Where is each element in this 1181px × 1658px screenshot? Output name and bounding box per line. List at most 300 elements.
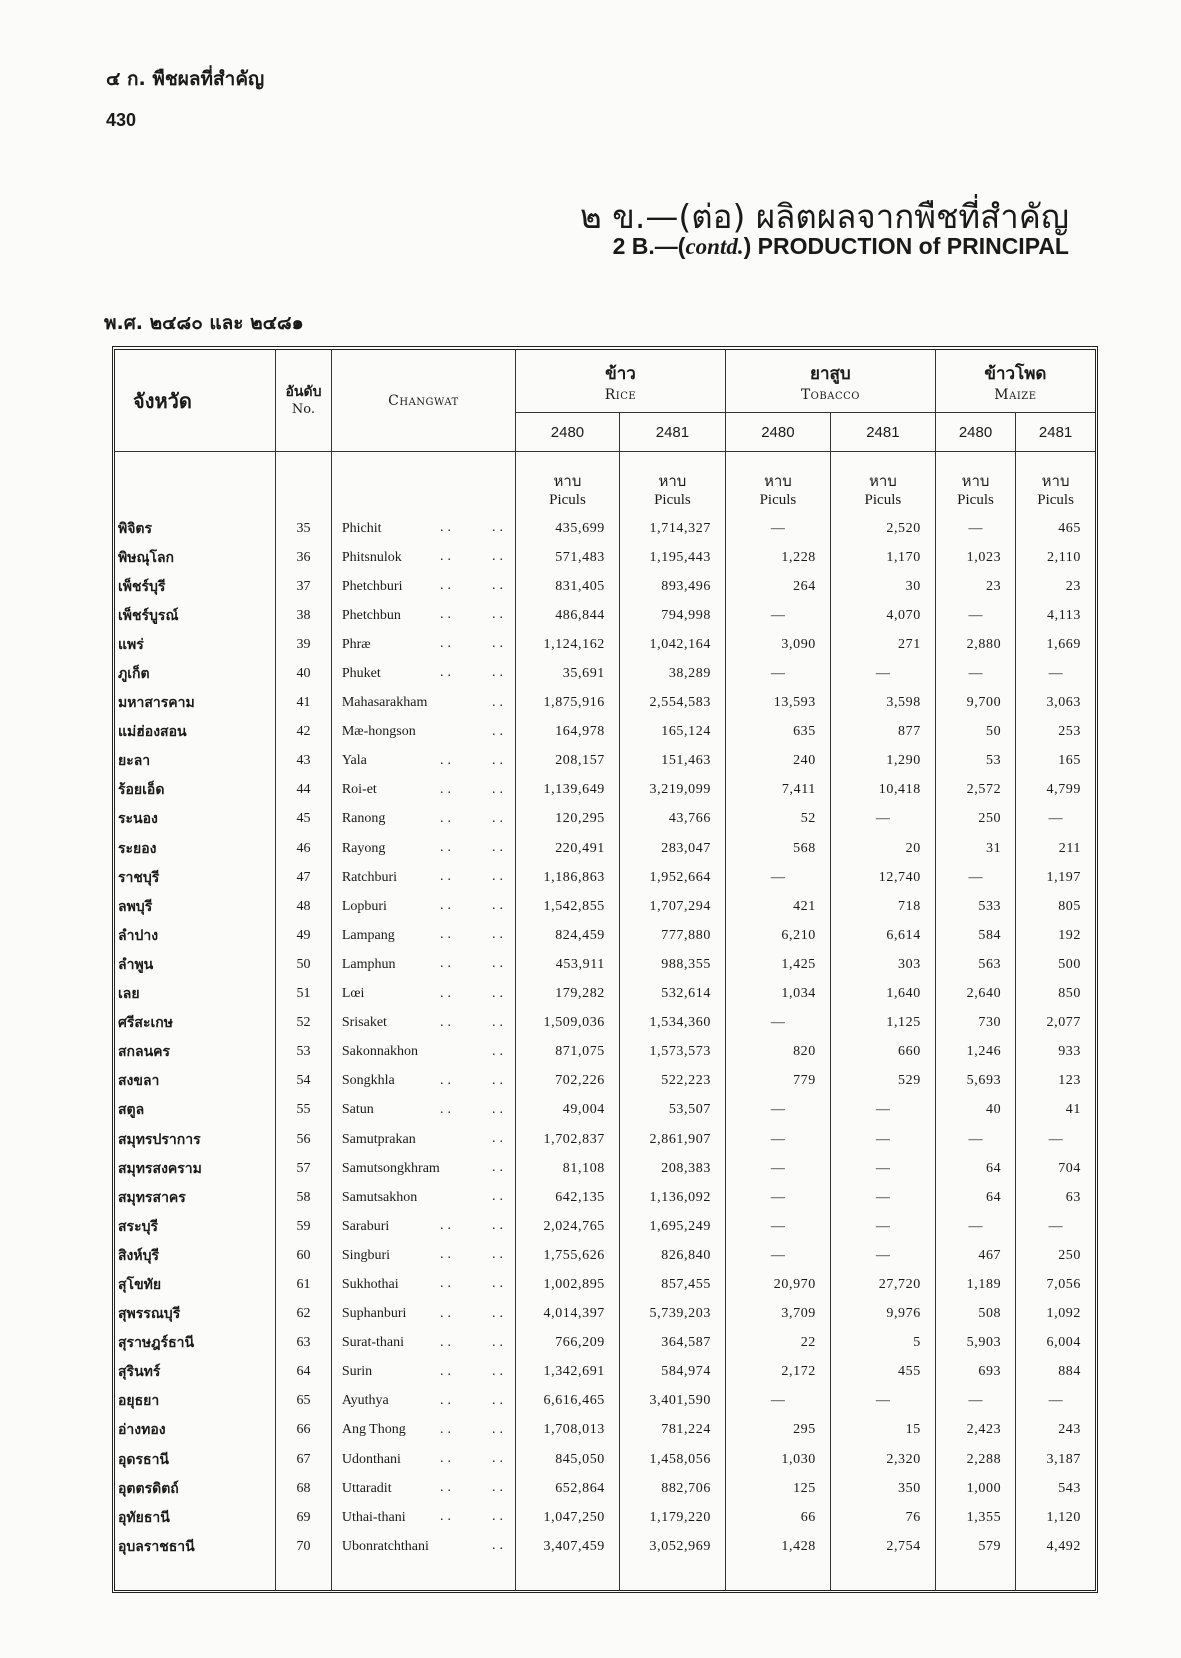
leader-dots: .. xyxy=(440,781,456,797)
leader-dots: .. xyxy=(440,578,456,594)
leader-dots: .. xyxy=(440,1101,456,1117)
changwat-thai-cell: ระนอง xyxy=(118,812,158,828)
value-cell: — xyxy=(725,1387,830,1416)
value-cell: 15 xyxy=(830,1416,935,1445)
value-cell: 31 xyxy=(935,834,1015,863)
changwat-cell xyxy=(331,1416,515,1445)
value-cell: 2,861,907 xyxy=(619,1125,725,1154)
value-cell: 53 xyxy=(935,747,1015,776)
changwat-name: Udonthani xyxy=(341,1451,401,1467)
value-cell: 1,125 xyxy=(830,1009,935,1038)
value-cell: — xyxy=(830,805,935,834)
rank-cell: 51 xyxy=(276,980,332,1009)
rank-cell: 69 xyxy=(276,1503,332,1532)
table-row xyxy=(115,630,1095,659)
value-cell: 3,052,969 xyxy=(619,1532,725,1561)
value-cell: 660 xyxy=(830,1038,935,1067)
value-cell: 3,063 xyxy=(1016,689,1095,718)
value-cell: 2,172 xyxy=(725,1358,830,1387)
leader-dots: .. xyxy=(492,1509,508,1525)
changwat-name: Phichit xyxy=(341,520,382,536)
rank-cell: 59 xyxy=(276,1212,332,1241)
changwat-thai-cell: สมุทรปราการ xyxy=(118,1132,201,1148)
value-cell: 857,455 xyxy=(619,1270,725,1299)
table-row xyxy=(115,659,1095,688)
changwat-name: Suphanburi xyxy=(341,1306,407,1322)
value-cell: — xyxy=(935,514,1015,543)
rank-cell: 40 xyxy=(276,659,332,688)
changwat-cell xyxy=(331,659,515,688)
leader-dots: .. xyxy=(492,1392,508,1408)
unit-thai: หาบ xyxy=(868,472,897,490)
value-cell: 12,740 xyxy=(830,863,935,892)
changwat-cell xyxy=(331,1183,515,1212)
value-cell: — xyxy=(830,1241,935,1270)
value-cell: 43,766 xyxy=(619,805,725,834)
value-cell: 1,707,294 xyxy=(619,892,725,921)
changwat-thai-cell: สุพรรณบุรี xyxy=(118,1307,181,1323)
table-title-thai: ๒ ข.—(ต่อ) ผลิตผลจากพืชที่สำคัญ xyxy=(580,197,1069,236)
value-cell: 2,288 xyxy=(935,1445,1015,1474)
value-cell: 22 xyxy=(725,1329,830,1358)
leader-dots: .. xyxy=(440,898,456,914)
value-cell: 421 xyxy=(725,892,830,921)
changwat-name: Saraburi xyxy=(341,1218,390,1234)
table-row xyxy=(115,1416,1095,1445)
value-cell: 1,186,863 xyxy=(516,863,620,892)
value-cell: — xyxy=(830,1212,935,1241)
leader-dots: .. xyxy=(492,607,508,623)
value-cell: 453,911 xyxy=(516,950,620,979)
header-year: 2481 xyxy=(830,413,935,452)
changwat-thai-cell: อุดรธานี xyxy=(118,1452,169,1468)
rank-cell: 53 xyxy=(276,1038,332,1067)
value-cell: 164,978 xyxy=(516,718,620,747)
leader-dots: .. xyxy=(440,520,456,535)
changwat-cell xyxy=(331,630,515,659)
changwat-cell xyxy=(331,1038,515,1067)
value-cell: 529 xyxy=(830,1067,935,1096)
changwat-thai-cell: ลำปาง xyxy=(118,928,159,944)
rank-cell: 46 xyxy=(276,834,332,863)
changwat-name: Mahasarakham xyxy=(341,695,428,711)
value-cell: — xyxy=(1016,1125,1095,1154)
changwat-name: Satun xyxy=(341,1102,374,1118)
leader-dots: .. xyxy=(440,1218,456,1234)
table-row xyxy=(115,980,1095,1009)
table-row xyxy=(115,572,1095,601)
value-cell: 988,355 xyxy=(619,950,725,979)
unit-cell xyxy=(935,452,1015,515)
header-year: 2480 xyxy=(725,413,830,452)
value-cell: 522,223 xyxy=(619,1067,725,1096)
changwat-cell xyxy=(331,776,515,805)
value-cell: 27,720 xyxy=(830,1270,935,1299)
leader-dots: .. xyxy=(440,1363,456,1379)
rank-cell: 55 xyxy=(276,1096,332,1125)
value-cell: 1,640 xyxy=(830,980,935,1009)
value-cell: 2,520 xyxy=(830,514,935,543)
value-cell: 364,587 xyxy=(619,1329,725,1358)
value-cell: 571,483 xyxy=(516,543,620,572)
changwat-thai-cell: อุทัยธานี xyxy=(118,1510,170,1526)
value-cell: 63 xyxy=(1016,1183,1095,1212)
value-cell: 933 xyxy=(1016,1038,1095,1067)
table-row xyxy=(115,1474,1095,1503)
leader-dots: .. xyxy=(440,549,456,565)
rank-cell: 54 xyxy=(276,1067,332,1096)
leader-dots: .. xyxy=(492,1014,508,1030)
value-cell: 1,092 xyxy=(1016,1300,1095,1329)
rank-cell: 57 xyxy=(276,1154,332,1183)
value-cell: 1,030 xyxy=(725,1445,830,1474)
changwat-cell xyxy=(331,543,515,572)
table-row xyxy=(115,1009,1095,1038)
spacer-cell xyxy=(276,1561,332,1590)
value-cell: 66 xyxy=(725,1503,830,1532)
value-cell: 208,383 xyxy=(619,1154,725,1183)
changwat-name: Lampang xyxy=(341,927,395,943)
unit-thai: หาบ xyxy=(1041,472,1070,490)
value-cell: 1,124,162 xyxy=(516,630,620,659)
value-cell: 4,070 xyxy=(830,601,935,630)
value-cell: 20,970 xyxy=(725,1270,830,1299)
header-no-en: No. xyxy=(291,401,316,417)
value-cell: 584,974 xyxy=(619,1358,725,1387)
changwat-cell xyxy=(331,950,515,979)
leader-dots: .. xyxy=(440,985,456,1001)
changwat-name: Lamphun xyxy=(341,956,396,972)
value-cell: 465 xyxy=(1016,514,1095,543)
value-cell: 2,423 xyxy=(935,1416,1015,1445)
leader-dots: .. xyxy=(440,636,456,652)
changwat-cell xyxy=(331,805,515,834)
changwat-thai-cell: อ่างทอง xyxy=(118,1423,166,1439)
value-cell: 350 xyxy=(830,1474,935,1503)
value-cell: 208,157 xyxy=(516,747,620,776)
rank-cell: 58 xyxy=(276,1183,332,1212)
table-row xyxy=(115,718,1095,747)
changwat-name: Surin xyxy=(341,1364,373,1380)
changwat-name: Samutprakan xyxy=(341,1131,416,1147)
value-cell: — xyxy=(725,601,830,630)
value-cell: 2,024,765 xyxy=(516,1212,620,1241)
changwat-thai-cell: ระยอง xyxy=(118,841,157,857)
changwat-thai-cell: ราชบุรี xyxy=(118,870,160,886)
leader-dots: .. xyxy=(440,1421,456,1437)
value-cell: 7,411 xyxy=(725,776,830,805)
rank-cell: 44 xyxy=(276,776,332,805)
table-row xyxy=(115,863,1095,892)
changwat-name: Phitsnulok xyxy=(341,549,402,565)
value-cell: 1,023 xyxy=(935,543,1015,572)
leader-dots: .. xyxy=(440,1334,456,1350)
changwat-cell xyxy=(331,1067,515,1096)
value-cell: — xyxy=(830,659,935,688)
value-cell: — xyxy=(1016,805,1095,834)
unit-cell xyxy=(619,452,725,515)
value-cell: 2,880 xyxy=(935,630,1015,659)
changwat-name: Uttaradit xyxy=(341,1480,392,1496)
value-cell: 882,706 xyxy=(619,1474,725,1503)
value-cell: 779 xyxy=(725,1067,830,1096)
leader-dots: .. xyxy=(492,1276,508,1292)
changwat-thai-cell: พิจิตร xyxy=(118,521,153,537)
unit-en: Piculs xyxy=(654,492,691,508)
changwat-cell xyxy=(331,601,515,630)
unit-cell xyxy=(516,452,620,515)
units-blank xyxy=(331,452,515,515)
changwat-name: Mæ-hongson xyxy=(341,724,416,740)
value-cell: 1,120 xyxy=(1016,1503,1095,1532)
header-tobacco xyxy=(725,350,935,413)
value-cell: — xyxy=(725,1096,830,1125)
table-row xyxy=(115,601,1095,630)
header-tobacco-thai: ยาสูบ xyxy=(810,363,851,384)
changwat-thai-cell: สุรินทร์ xyxy=(118,1365,161,1381)
rank-cell: 70 xyxy=(276,1532,332,1561)
changwat-name: Phuket xyxy=(341,666,381,682)
value-cell: 1,170 xyxy=(830,543,935,572)
table-row xyxy=(115,543,1095,572)
value-cell: 151,463 xyxy=(619,747,725,776)
value-cell: 243 xyxy=(1016,1416,1095,1445)
value-cell: 271 xyxy=(830,630,935,659)
value-cell: 253 xyxy=(1016,718,1095,747)
value-cell: 3,090 xyxy=(725,630,830,659)
value-cell: 884 xyxy=(1016,1358,1095,1387)
table-row xyxy=(115,776,1095,805)
value-cell: 455 xyxy=(830,1358,935,1387)
units-blank xyxy=(276,452,332,515)
value-cell: 1,047,250 xyxy=(516,1503,620,1532)
changwat-thai-cell: เลย xyxy=(118,987,140,1003)
leader-dots: .. xyxy=(492,810,508,826)
value-cell: 5,693 xyxy=(935,1067,1015,1096)
value-cell: 1,197 xyxy=(1016,863,1095,892)
value-cell: 81,108 xyxy=(516,1154,620,1183)
rank-cell: 41 xyxy=(276,689,332,718)
value-cell: 5,739,203 xyxy=(619,1300,725,1329)
value-cell: 250 xyxy=(935,805,1015,834)
rank-cell: 63 xyxy=(276,1329,332,1358)
table-row xyxy=(115,1445,1095,1474)
unit-cell xyxy=(1016,452,1095,515)
value-cell: 120,295 xyxy=(516,805,620,834)
value-cell: 871,075 xyxy=(516,1038,620,1067)
changwat-thai-cell: สระบุรี xyxy=(118,1219,158,1235)
rank-cell: 49 xyxy=(276,921,332,950)
value-cell: — xyxy=(935,601,1015,630)
table-row xyxy=(115,1067,1095,1096)
value-cell: — xyxy=(725,1183,830,1212)
value-cell: 500 xyxy=(1016,950,1095,979)
table-row xyxy=(115,514,1095,543)
value-cell: 3,709 xyxy=(725,1300,830,1329)
value-cell: 693 xyxy=(935,1358,1015,1387)
changwat-thai-cell: อุตตรดิตถ์ xyxy=(118,1481,179,1497)
changwat-cell xyxy=(331,1212,515,1241)
value-cell: 2,110 xyxy=(1016,543,1095,572)
leader-dots: .. xyxy=(440,607,456,623)
value-cell: 1,189 xyxy=(935,1270,1015,1299)
leader-dots: .. xyxy=(440,956,456,972)
spacer-cell xyxy=(830,1561,935,1590)
changwat-cell xyxy=(331,689,515,718)
value-cell: 642,135 xyxy=(516,1183,620,1212)
unit-en: Piculs xyxy=(759,492,797,508)
rank-cell: 65 xyxy=(276,1387,332,1416)
changwat-name: Roi-et xyxy=(341,782,377,798)
value-cell: 652,864 xyxy=(516,1474,620,1503)
value-cell: 9,700 xyxy=(935,689,1015,718)
changwat-thai-cell: สุโขทัย xyxy=(118,1277,162,1293)
table-row xyxy=(115,1532,1095,1561)
changwat-thai-cell: พิษณุโลก xyxy=(118,550,175,566)
value-cell: 568 xyxy=(725,834,830,863)
value-cell: — xyxy=(725,1009,830,1038)
leader-dots: .. xyxy=(492,985,508,1001)
value-cell: 49,004 xyxy=(516,1096,620,1125)
value-cell: 1,458,056 xyxy=(619,1445,725,1474)
table-row xyxy=(115,805,1095,834)
value-cell: 40 xyxy=(935,1096,1015,1125)
value-cell: 6,004 xyxy=(1016,1329,1095,1358)
changwat-thai-cell: สงขลา xyxy=(118,1074,160,1090)
value-cell: 781,224 xyxy=(619,1416,725,1445)
leader-dots: .. xyxy=(492,1538,508,1554)
value-cell: 824,459 xyxy=(516,921,620,950)
changwat-cell xyxy=(331,1532,515,1561)
leader-dots: .. xyxy=(492,1189,508,1205)
value-cell: 702,226 xyxy=(516,1067,620,1096)
header-year: 2480 xyxy=(935,413,1015,452)
value-cell: 64 xyxy=(935,1154,1015,1183)
value-cell: 805 xyxy=(1016,892,1095,921)
value-cell: 23 xyxy=(935,572,1015,601)
value-cell: — xyxy=(830,1096,935,1125)
leader-dots: .. xyxy=(492,636,508,652)
rank-cell: 36 xyxy=(276,543,332,572)
changwat-name: Ranong xyxy=(341,811,386,827)
leader-dots: .. xyxy=(492,1160,508,1176)
value-cell: 123 xyxy=(1016,1067,1095,1096)
leader-dots: .. xyxy=(492,1305,508,1321)
value-cell: 1,708,013 xyxy=(516,1416,620,1445)
rank-cell: 68 xyxy=(276,1474,332,1503)
value-cell: 486,844 xyxy=(516,601,620,630)
changwat-thai-cell: สมุทรสาคร xyxy=(118,1190,186,1206)
value-cell: 1,669 xyxy=(1016,630,1095,659)
leader-dots: .. xyxy=(492,752,508,768)
value-cell: 579 xyxy=(935,1532,1015,1561)
rank-cell: 56 xyxy=(276,1125,332,1154)
changwat-cell xyxy=(331,892,515,921)
changwat-thai-cell: ลำพูน xyxy=(118,957,154,973)
value-cell: 777,880 xyxy=(619,921,725,950)
value-cell: 125 xyxy=(725,1474,830,1503)
value-cell: 30 xyxy=(830,572,935,601)
value-cell: 1,228 xyxy=(725,543,830,572)
value-cell: 1,355 xyxy=(935,1503,1015,1532)
leader-dots: .. xyxy=(492,927,508,943)
header-maize-thai: ข้าวโพด xyxy=(984,363,1047,384)
changwat-name: Ang Thong xyxy=(341,1422,406,1438)
spacer-cell xyxy=(1016,1561,1095,1590)
changwat-thai-cell: ภูเก็ต xyxy=(118,667,150,683)
leader-dots: .. xyxy=(492,1480,508,1496)
leader-dots: .. xyxy=(440,869,456,885)
changwat-cell xyxy=(331,1358,515,1387)
running-head: ๔ ก. พืชผลที่สำคัญ xyxy=(106,68,265,90)
changwat-thai-cell: ยะลา xyxy=(118,754,151,770)
rank-cell: 38 xyxy=(276,601,332,630)
leader-dots: .. xyxy=(492,1451,508,1466)
unit-en: Piculs xyxy=(957,492,994,508)
title-contd: contd. xyxy=(685,234,744,259)
value-cell: 1,425 xyxy=(725,950,830,979)
changwat-thai-cell: สกลนคร xyxy=(118,1045,171,1061)
value-cell: 3,401,590 xyxy=(619,1387,725,1416)
rank-cell: 66 xyxy=(276,1416,332,1445)
value-cell: 3,187 xyxy=(1016,1445,1095,1474)
value-cell: 3,219,099 xyxy=(619,776,725,805)
table-row xyxy=(115,1270,1095,1299)
changwat-name: Phetchburi xyxy=(341,578,403,594)
rank-cell: 45 xyxy=(276,805,332,834)
leader-dots: .. xyxy=(492,1043,508,1059)
unit-en: Piculs xyxy=(1037,492,1074,508)
value-cell: 1,042,164 xyxy=(619,630,725,659)
header-maize-en: Maize xyxy=(994,386,1037,403)
value-cell: 165,124 xyxy=(619,718,725,747)
leader-dots: .. xyxy=(440,927,456,943)
changwat-cell xyxy=(331,980,515,1009)
header-year: 2481 xyxy=(619,413,725,452)
value-cell: 1,702,837 xyxy=(516,1125,620,1154)
changwat-thai-cell: สมุทรสงคราม xyxy=(118,1161,202,1177)
value-cell: 165 xyxy=(1016,747,1095,776)
unit-thai: หาบ xyxy=(763,472,792,490)
value-cell: — xyxy=(935,1387,1015,1416)
value-cell: 2,077 xyxy=(1016,1009,1095,1038)
value-cell: 4,492 xyxy=(1016,1532,1095,1561)
changwat-cell xyxy=(331,863,515,892)
changwat-name: Samutsakhon xyxy=(341,1189,418,1205)
table-row xyxy=(115,1096,1095,1125)
page-number: 430 xyxy=(106,110,137,130)
value-cell: 179,282 xyxy=(516,980,620,1009)
changwat-name: Phræ xyxy=(341,636,371,652)
value-cell: 532,614 xyxy=(619,980,725,1009)
value-cell: 1,246 xyxy=(935,1038,1015,1067)
value-cell: 283,047 xyxy=(619,834,725,863)
value-cell: 2,320 xyxy=(830,1445,935,1474)
changwat-cell xyxy=(331,1387,515,1416)
changwat-cell xyxy=(331,1270,515,1299)
table-row xyxy=(115,1212,1095,1241)
changwat-name: Rayong xyxy=(341,840,386,856)
leader-dots: .. xyxy=(440,1276,456,1292)
changwat-cell xyxy=(331,572,515,601)
value-cell: — xyxy=(725,1125,830,1154)
changwat-name: Lœi xyxy=(341,986,365,1002)
table-row xyxy=(115,1038,1095,1067)
leader-dots: .. xyxy=(440,1392,456,1408)
value-cell: 4,014,397 xyxy=(516,1300,620,1329)
value-cell: 1,509,036 xyxy=(516,1009,620,1038)
value-cell: 1,139,649 xyxy=(516,776,620,805)
